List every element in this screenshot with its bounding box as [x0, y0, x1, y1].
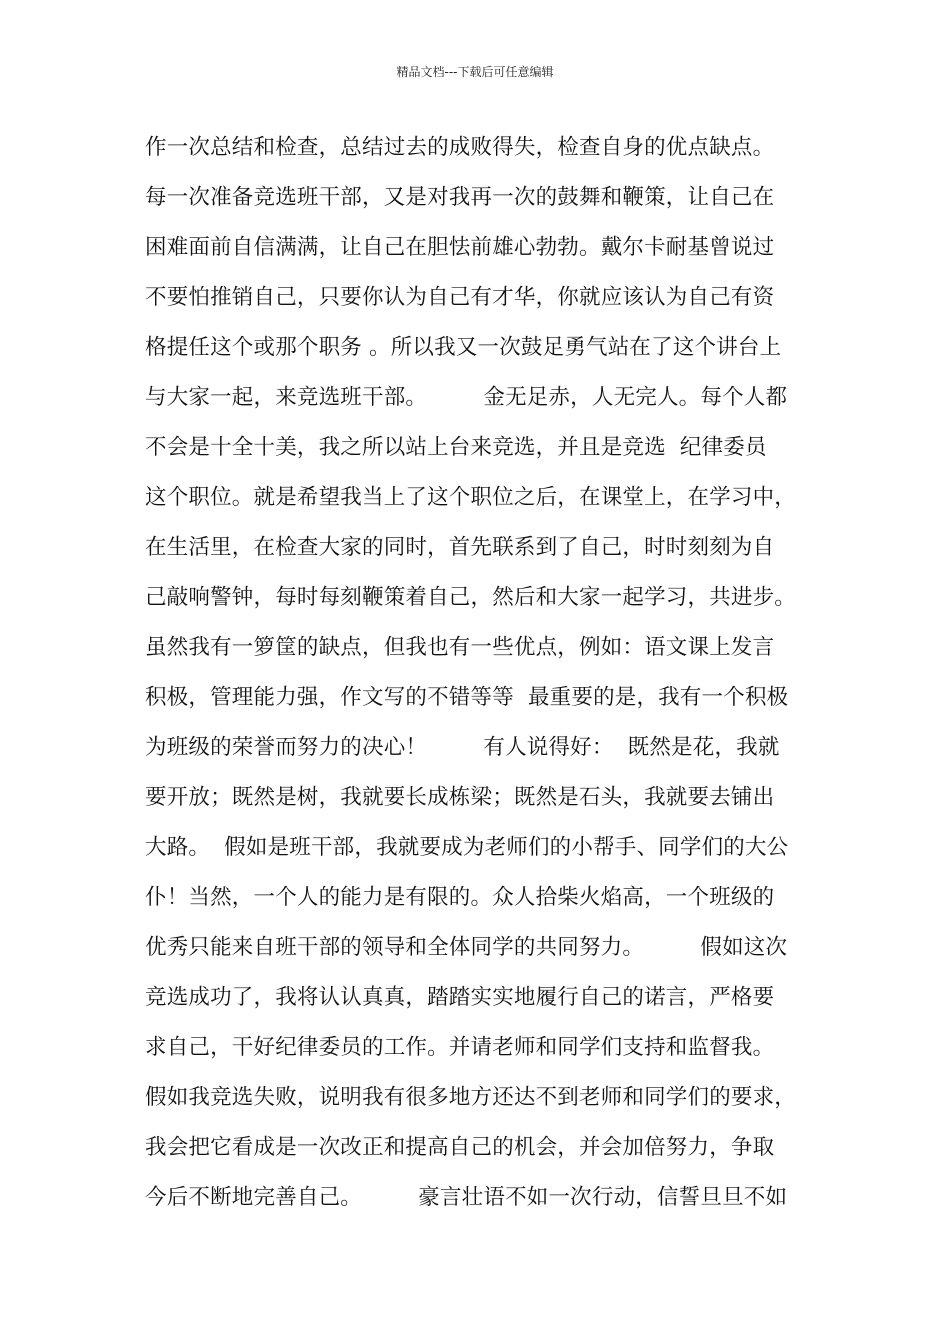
- text-line: 己敲响警钟，每时每刻鞭策着自己，然后和大家一起学习，共进步。: [145, 585, 797, 610]
- text-line: 困难面前自信满满，让自己在胆怯前雄心勃勃。戴尔卡耐基曾说过: [145, 235, 775, 260]
- text-line: 作一次总结和检查，总结过去的成败得失，检查自身的优点缺点。: [145, 135, 775, 160]
- text-line: 为班级的荣誉而努力的决心！ 有人说得好： 既然是花，我就: [145, 735, 780, 760]
- text-line: 虽然我有一箩筐的缺点，但我也有一些优点，例如：语文课上发言: [145, 635, 775, 660]
- text-line: 不要怕推销自己，只要你认为自己有才华，你就应该认为自己有资: [145, 285, 775, 310]
- text-line: 要开放；既然是树，我就要长成栋梁；既然是石头，我就要去铺出: [145, 785, 775, 810]
- text-line: 今后不断地完善自己。 豪言壮语不如一次行动，信誓旦旦不如: [145, 1185, 788, 1210]
- text-line: 不会是十全十美，我之所以站上台来竞选，并且是竞选 纪律委员: [145, 435, 767, 460]
- text-line: 竞选成功了，我将认认真真，踏踏实实地履行自己的诺言，严格要: [145, 985, 775, 1010]
- text-line: 这个职位。就是希望我当上了这个职位之后，在课堂上，在学习中，: [145, 485, 797, 510]
- body-text: [145, 128, 825, 1228]
- text-line: 积极，管理能力强，作文写的不错等等 最重要的是，我有一个积极: [145, 685, 789, 710]
- text-line: 格提任这个或那个职务 。所以我又一次鼓足勇气站在了这个讲台上: [145, 335, 782, 360]
- text-line: 优秀只能来自班干部的领导和全体同学的共同努力。 假如这次: [145, 935, 788, 960]
- text-line: 仆！当然，一个人的能力是有限的。众人拾柴火焰高，一个班级的: [145, 885, 775, 910]
- page-header: 精品文档---下载后可任意编辑: [396, 65, 554, 79]
- text-line: 假如我竞选失败，说明我有很多地方还达不到老师和同学们的要求，: [145, 1085, 797, 1110]
- text-line: 我会把它看成是一次改正和提高自己的机会，并会加倍努力，争取: [145, 1135, 775, 1160]
- text-line: 在生活里，在检查大家的同时，首先联系到了自己，时时刻刻为自: [145, 535, 775, 560]
- text-line: 每一次准备竞选班干部，又是对我再一次的鼓舞和鞭策，让自己在: [145, 185, 775, 210]
- text-line: 与大家一起，来竞选班干部。 金无足赤，人无完人。每个人都: [145, 385, 788, 410]
- text-line: 求自己，干好纪律委员的工作。并请老师和同学们支持和监督我。: [145, 1035, 775, 1060]
- text-line: 大路。 假如是班干部，我就要成为老师们的小帮手、同学们的大公: [145, 835, 789, 860]
